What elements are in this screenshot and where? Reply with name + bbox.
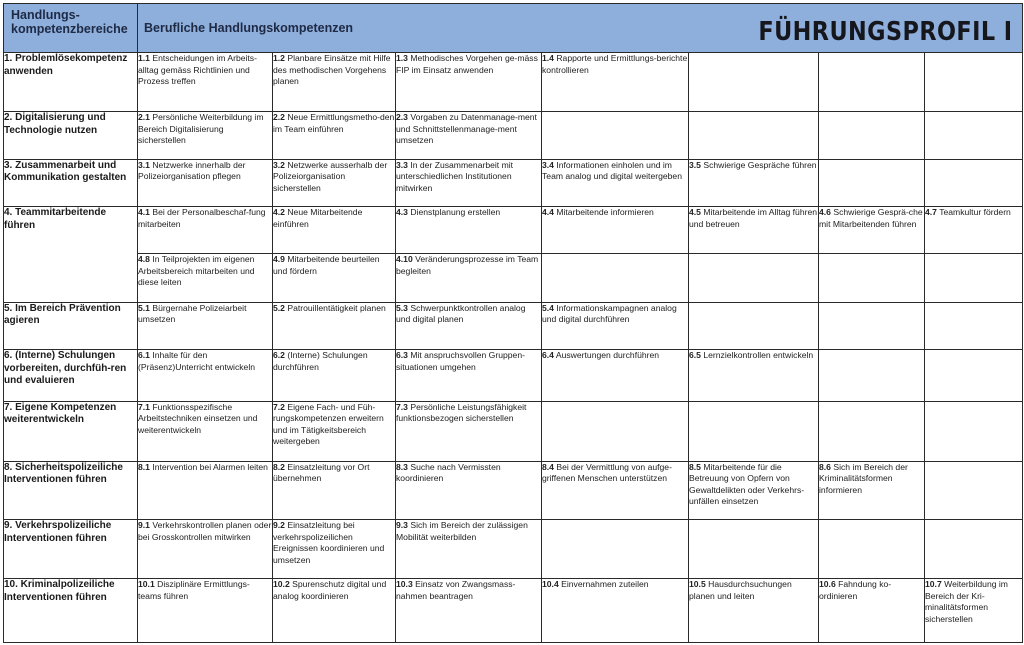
competence-text: Einvernahmen zuteilen xyxy=(561,579,649,590)
competence-number: 8.2 xyxy=(273,461,285,472)
competence-area: 2. Digitalisierung und Technologie nutzen xyxy=(4,112,138,159)
competence-row xyxy=(4,53,1023,112)
empty-cell xyxy=(925,112,1023,159)
competence-number: 9.1 xyxy=(138,520,150,531)
competence-number: 1.4 xyxy=(542,53,554,64)
competence-cell xyxy=(819,579,925,643)
competence-cell xyxy=(925,579,1023,643)
competence-cell xyxy=(273,159,396,206)
competence-text: Einsatzleitung bei verkehrspolizeilichen Ereignissen koordinieren und umsetzen xyxy=(273,520,385,565)
empty-cell xyxy=(689,401,819,461)
competence-text: Mitarbeitende informieren xyxy=(556,207,654,218)
competence-text: Vorgaben zu Datenmanage-ment und Schnittstellenmanage-ment umsetzen xyxy=(396,112,537,146)
competence-cell xyxy=(396,254,542,302)
competence-cell xyxy=(542,302,689,349)
competence-cell xyxy=(396,207,542,254)
competence-text: Schwierige Gespräche führen xyxy=(703,159,817,170)
competence-number: 6.4 xyxy=(542,350,554,361)
competence-cell xyxy=(819,207,925,254)
competence-cell xyxy=(542,461,689,520)
competence-number: 10.3 xyxy=(396,579,413,590)
competence-cell xyxy=(273,579,396,643)
competence-cell xyxy=(542,159,689,206)
competence-cell xyxy=(396,112,542,159)
competence-cell xyxy=(273,401,396,461)
competence-text: Suche nach Vermissten koordinieren xyxy=(396,461,501,484)
competence-text: In Teilprojekten im eigenen Arbeitsbereich mitarbeiten und diese leiten xyxy=(138,254,255,288)
empty-cell xyxy=(689,520,819,579)
competence-cell xyxy=(273,112,396,159)
competence-cell xyxy=(689,207,819,254)
empty-cell xyxy=(542,112,689,159)
competence-table xyxy=(3,3,1023,643)
competence-cell xyxy=(138,53,273,112)
competence-number: 3.5 xyxy=(689,159,701,170)
competence-text: Schwerpunktkontrollen analog und digital planen xyxy=(396,302,526,325)
competence-text: Mit anspruchsvollen Gruppen-situationen umgehen xyxy=(396,350,525,372)
competence-text: Schwierige Gesprä-che mit Mitarbeitenden führen xyxy=(819,207,923,229)
competence-cell xyxy=(138,302,273,349)
competence-number: 2.1 xyxy=(138,112,150,123)
competence-text: Netzwerke innerhalb der Polizeiorganisation pflegen xyxy=(138,159,246,182)
competence-text: Intervention bei Alarmen leiten xyxy=(152,461,268,472)
competence-text: Einsatz von Zwangsmass-nahmen beantragen xyxy=(396,579,516,601)
competence-text: Informationen einholen und im Team analog und digital weitergeben xyxy=(542,159,682,182)
competence-number: 3.3 xyxy=(396,159,408,170)
empty-cell xyxy=(925,520,1023,579)
competence-text: Teamkultur fördern xyxy=(939,207,1011,218)
competence-text: Netzwerke ausserhalb der Polizeiorganisation sicherstellen xyxy=(273,159,388,193)
competence-cell xyxy=(138,520,273,579)
competence-area: 6. (Interne) Schulungen vorbereiten, durchfüh-ren und evaluieren xyxy=(4,350,138,402)
competence-cell xyxy=(689,579,819,643)
competence-number: 1.3 xyxy=(396,53,408,64)
competence-cell xyxy=(273,207,396,254)
competence-number: 4.1 xyxy=(138,207,150,218)
competence-cell xyxy=(138,350,273,402)
competence-area: 3. Zusammenarbeit und Kommunikation gestalten xyxy=(4,159,138,206)
empty-cell xyxy=(925,350,1023,402)
empty-cell xyxy=(542,520,689,579)
competence-cell xyxy=(542,53,689,112)
competence-number: 10.5 xyxy=(689,579,706,590)
competence-cell xyxy=(542,207,689,254)
competence-number: 4.6 xyxy=(819,207,831,218)
competence-number: 4.5 xyxy=(689,207,701,218)
competence-number: 1.1 xyxy=(138,53,150,64)
competence-number: 1.2 xyxy=(273,53,285,64)
header-areas-label: Handlungs- kompetenzbereiche xyxy=(11,8,128,36)
competence-area: 10. Kriminalpolizeiliche Interventionen führen xyxy=(4,579,138,643)
competence-text: Neue Ermittlungsmetho-den im Team einführen xyxy=(273,112,395,134)
competence-text: Fahndung ko-ordinieren xyxy=(819,579,892,601)
competence-cell xyxy=(138,401,273,461)
competence-cell xyxy=(273,254,396,302)
competence-cell xyxy=(138,254,273,302)
competence-number: 10.2 xyxy=(273,579,290,590)
empty-cell xyxy=(925,302,1023,349)
empty-cell xyxy=(925,254,1023,302)
competence-number: 9.2 xyxy=(273,520,285,531)
competence-text: Funktionsspezifische Arbeitstechniken einsetzen und weiterentwickeln xyxy=(138,401,258,435)
competence-number: 10.1 xyxy=(138,579,155,590)
competence-row xyxy=(4,302,1023,349)
empty-cell xyxy=(819,53,925,112)
competence-text: Veränderungsprozesse im Team begleiten xyxy=(396,254,539,276)
competence-text: Spurenschutz digital und analog koordinieren xyxy=(273,579,387,601)
header-competences-label: Berufliche Handlungskompetenzen xyxy=(144,21,354,35)
empty-cell xyxy=(819,254,925,302)
competence-area: 7. Eigene Kompetenzen weiterentwickeln xyxy=(4,401,138,461)
competence-text: Persönliche Leistungsfähigkeit funktionsbezogen sicherstellen xyxy=(396,401,527,424)
competence-number: 4.10 xyxy=(396,254,413,265)
empty-cell xyxy=(819,350,925,402)
header-row xyxy=(4,4,1023,53)
header-competences-cell xyxy=(138,4,1023,53)
competence-number: 3.1 xyxy=(138,159,150,170)
empty-cell xyxy=(925,401,1023,461)
competence-text: Planbare Einsätze mit Hilfe des methodischen Vorgehens planen xyxy=(273,53,391,87)
competence-text: Hausdurchsuchungen planen und leiten xyxy=(689,579,792,601)
competence-number: 8.6 xyxy=(819,461,831,472)
competence-number: 6.5 xyxy=(689,350,701,361)
competence-number: 5.2 xyxy=(273,302,285,313)
competence-cell xyxy=(689,159,819,206)
header-areas-cell xyxy=(4,4,138,53)
empty-cell xyxy=(689,112,819,159)
competence-text: Einsatzleitung vor Ort übernehmen xyxy=(273,461,370,484)
competence-text: Entscheidungen im Arbeits-alltag gemäss Richtlinien und Prozess treffen xyxy=(138,53,257,87)
competence-cell xyxy=(273,302,396,349)
competence-text: (Interne) Schulungen durchführen xyxy=(273,350,368,372)
empty-cell xyxy=(925,159,1023,206)
competence-text: Mitarbeitende für die Betreuung von Opfern von Gewaltdelikten oder Verkehrs-unfällen einsetzen xyxy=(689,461,805,507)
competence-cell xyxy=(689,350,819,402)
competence-text: Weiterbildung im Bereich der Kri-minalitätsformen sicherstellen xyxy=(925,579,1008,624)
competence-row xyxy=(4,461,1023,520)
competence-cell xyxy=(396,579,542,643)
competence-text: Sich im Bereich der zulässigen Mobilität weiterbilden xyxy=(396,520,528,542)
competence-number: 8.5 xyxy=(689,461,701,472)
competence-text: Auswertungen durchführen xyxy=(555,350,660,361)
competence-cell xyxy=(542,579,689,643)
competence-number: 10.4 xyxy=(542,579,559,590)
competence-number: 7.1 xyxy=(138,401,150,412)
competence-number: 5.3 xyxy=(396,302,408,313)
competence-cell xyxy=(273,53,396,112)
competence-cell xyxy=(396,461,542,520)
competence-row xyxy=(4,207,1023,254)
empty-cell xyxy=(819,112,925,159)
competence-text: Mitarbeitende beurteilen und fördern xyxy=(273,254,380,276)
competence-text: Mitarbeitende im Alltag führen und betreuen xyxy=(689,207,818,229)
competence-text: Patrouillentätigkeit planen xyxy=(287,302,386,313)
competence-cell xyxy=(396,350,542,402)
competence-number: 8.4 xyxy=(542,461,554,472)
competence-cell xyxy=(925,207,1023,254)
competence-cell xyxy=(138,112,273,159)
competence-area: 9. Verkehrspolizeiliche Interventionen führen xyxy=(4,520,138,579)
competence-text: Eigene Fach- und Füh-rungskompetenzen erweitern und im Tätigkeitsbereich weitergeben xyxy=(273,401,384,447)
competence-cell xyxy=(396,159,542,206)
competence-number: 4.9 xyxy=(273,254,285,265)
competence-text: Verkehrskontrollen planen oder bei Grosskontrollen mitwirken xyxy=(138,520,272,542)
competence-number: 4.8 xyxy=(138,254,150,265)
competence-cell xyxy=(138,579,273,643)
competence-number: 2.3 xyxy=(396,112,408,123)
empty-cell xyxy=(925,53,1023,112)
competence-number: 10.6 xyxy=(819,579,836,590)
empty-cell xyxy=(819,302,925,349)
competence-row xyxy=(4,159,1023,206)
competence-number: 9.3 xyxy=(396,520,408,531)
competence-number: 4.2 xyxy=(273,207,285,218)
competence-cell xyxy=(138,159,273,206)
competence-text: Informationskampagnen analog und digital durchführen xyxy=(542,302,677,325)
competence-text: Inhalte für den (Präsenz)Unterricht entwickeln xyxy=(138,350,256,372)
competence-cell xyxy=(396,520,542,579)
competence-cell xyxy=(689,461,819,520)
competence-text: Bürgernahe Polizeiarbeit umsetzen xyxy=(138,302,247,325)
empty-cell xyxy=(819,401,925,461)
competence-cell xyxy=(542,350,689,402)
competence-text: Neue Mitarbeitende einführen xyxy=(273,207,363,229)
competence-number: 4.3 xyxy=(396,207,408,218)
competence-area: 1. Problemlösekompetenz anwenden xyxy=(4,53,138,112)
competence-cell xyxy=(273,350,396,402)
competence-number: 7.3 xyxy=(396,401,408,412)
competence-text: Lernzielkontrollen entwickeln xyxy=(703,350,814,361)
competence-number: 8.1 xyxy=(138,461,150,472)
empty-cell xyxy=(542,401,689,461)
competence-cell xyxy=(396,53,542,112)
empty-cell xyxy=(925,461,1023,520)
competence-text: Rapporte und Ermittlungs-berichte kontrollieren xyxy=(542,53,688,75)
competence-cell xyxy=(396,302,542,349)
competence-number: 7.2 xyxy=(273,401,285,412)
competence-cell xyxy=(396,401,542,461)
competence-text: Bei der Vermittlung von aufge-griffenen Menschen unterstützen xyxy=(542,461,672,484)
competence-cell xyxy=(138,461,273,520)
competence-number: 8.3 xyxy=(396,461,408,472)
competence-number: 6.1 xyxy=(138,350,150,361)
competence-number: 3.4 xyxy=(542,159,554,170)
competence-number: 10.7 xyxy=(925,579,942,590)
competence-number: 6.3 xyxy=(396,350,408,361)
empty-cell xyxy=(689,53,819,112)
competence-number: 5.1 xyxy=(138,302,150,313)
competence-text: Sich im Bereich der Kriminalitätsformen informieren xyxy=(819,461,908,495)
competence-cell xyxy=(138,207,273,254)
competence-number: 4.4 xyxy=(542,207,554,218)
competence-area: 8. Sicherheitspolizeiliche Interventionen führen xyxy=(4,461,138,520)
empty-cell xyxy=(542,254,689,302)
empty-cell xyxy=(819,520,925,579)
competence-text: In der Zusammenarbeit mit unterschiedlichen Institutionen mitwirken xyxy=(396,159,514,193)
competence-number: 2.2 xyxy=(273,112,285,123)
competence-area: 5. Im Bereich Prävention agieren xyxy=(4,302,138,349)
competence-row xyxy=(4,350,1023,402)
competence-number: 5.4 xyxy=(542,302,554,313)
competence-text: Persönliche Weiterbildung im Bereich Digitalisierung sicherstellen xyxy=(138,112,264,146)
competence-text: Disziplinäre Ermittlungs-teams führen xyxy=(138,579,250,601)
competence-number: 4.7 xyxy=(925,207,937,218)
competence-text: Dienstplanung erstellen xyxy=(410,207,501,218)
competence-text: Bei der Personalbeschaf-fung mitarbeiten xyxy=(138,207,266,229)
competence-area: 4. Teammitarbeitende führen xyxy=(4,207,138,303)
competence-cell xyxy=(819,461,925,520)
profile-title: FÜHRUNGSPROFIL I xyxy=(757,17,1013,47)
competence-number: 6.2 xyxy=(273,350,285,361)
empty-cell xyxy=(819,159,925,206)
competence-row xyxy=(4,579,1023,643)
competence-row xyxy=(4,254,1023,302)
competence-number: 3.2 xyxy=(273,159,285,170)
empty-cell xyxy=(689,302,819,349)
competence-cell xyxy=(273,461,396,520)
competence-cell xyxy=(273,520,396,579)
empty-cell xyxy=(689,254,819,302)
competence-text: Methodisches Vorgehen ge-mäss FIP im Einsatz anwenden xyxy=(396,53,538,75)
competence-row xyxy=(4,112,1023,159)
competence-row xyxy=(4,401,1023,461)
competence-row xyxy=(4,520,1023,579)
